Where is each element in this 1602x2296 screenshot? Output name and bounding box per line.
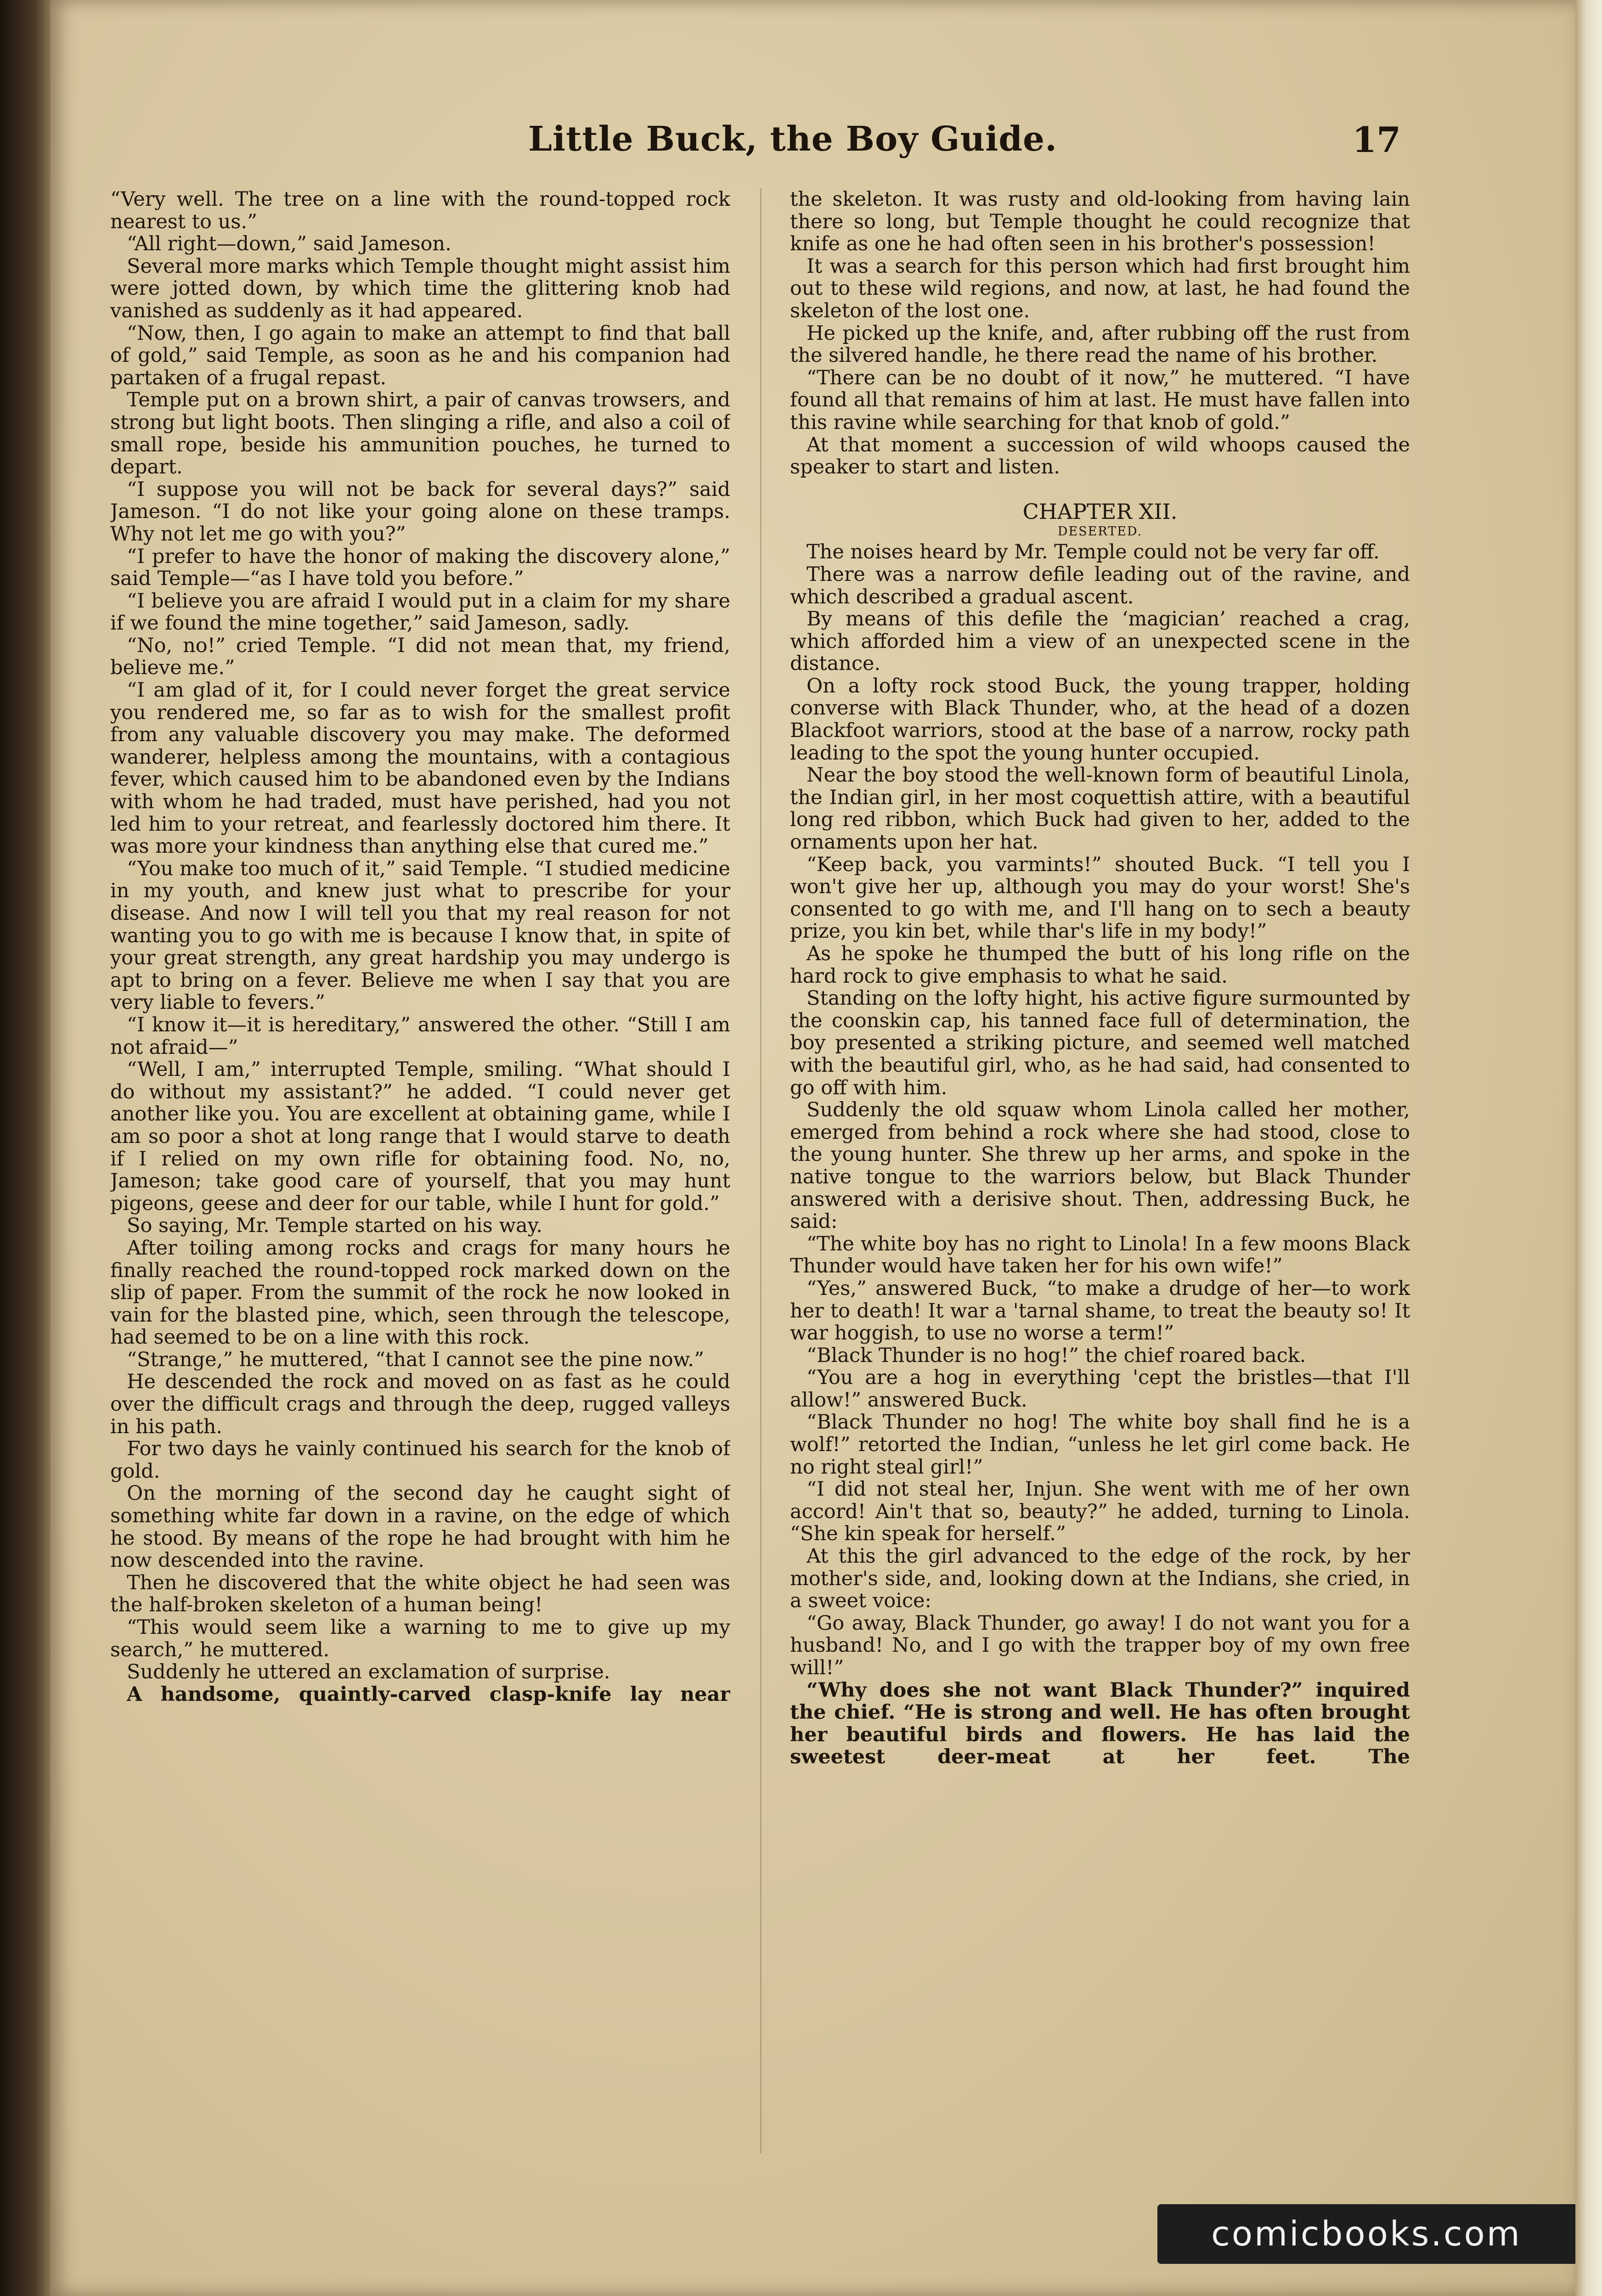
paragraph: “You are a hog in everything 'cept the bristles—that I'll allow!” answered Buck.: [790, 1366, 1410, 1412]
paragraph: “Now, then, I go again to make an attempt to find that ball of gold,” said Temple, as soon as he and his companion had partaken of a frugal repast.: [110, 321, 730, 389]
page-number: 17: [1352, 119, 1401, 160]
paragraph: The noises heard by Mr. Temple could not be very far off.: [807, 540, 1380, 564]
paragraph: On a lofty rock stood Buck, the young trapper, holding converse with Black Thunder, who, at the head of a dozen Blackfoot warriors, stood at the base of a narrow, rocky path leading to the spot the young hunter occupied.: [790, 674, 1410, 765]
paragraph: On the morning of the second day he caught sight of something white far down in a ravine, on the edge of which he stood. By means of the rope he had brought with him he now descended into the ravine.: [110, 1482, 730, 1572]
paragraph: “All right—down,” said Jameson.: [127, 232, 451, 256]
paragraph: “I am glad of it, for I could never forget the great service you rendered me, so far as to wish for the smallest profit from any valuable discovery you may make. The deformed wanderer, helpless among the mountains, with a contagious fever, which caused him to be abandoned even by the Indians with whom he had traded, must have perished, had you not led him to your retreat, and fearlessly doctored him there. It was more your kindness than anything else that cured me.”: [110, 679, 730, 858]
paragraph: “There can be no doubt of it now,” he muttered. “I have found all that remains of him at last. He must have fallen into this ravine while searching for that knob of gold.”: [790, 366, 1410, 434]
paragraph: It was a search for this person which had first brought him out to these wild regions, and now, at last, he had found the skeleton of the lost one.: [790, 254, 1410, 322]
paragraph: For two days he vainly continued his search for the knob of gold.: [110, 1437, 730, 1483]
right-column: [790, 188, 1410, 2154]
paragraph: As he spoke he thumped the butt of his long rifle on the hard rock to give emphasis to what he said.: [790, 942, 1410, 988]
paragraph: There was a narrow defile leading out of the ravine, and which described a gradual ascent.: [790, 563, 1410, 608]
left-column: [110, 188, 730, 2154]
chapter-heading: CHAPTER XII.: [1022, 499, 1178, 524]
paragraph: “Black Thunder is no hog!” the chief roared back.: [807, 1344, 1306, 1367]
paragraph: He descended the rock and moved on as fast as he could over the difficult crags and through the deep, rugged valleys in his path.: [110, 1370, 730, 1438]
paragraph: He picked up the knife, and, after rubbing off the rust from the silvered handle, he there read the name of his brother.: [790, 321, 1410, 367]
paragraph: Near the boy stood the well-known form of beautiful Linola, the Indian girl, in her most coquettish attire, with a beautiful long red ribbon, which Buck had given to her, added to the ornaments upon her hat.: [790, 764, 1410, 854]
paragraph: A handsome, quaintly-carved clasp-knife lay near: [127, 1683, 730, 1706]
paragraph: So saying, Mr. Temple started on his way.: [127, 1214, 543, 1238]
paragraph: Suddenly he uttered an exclamation of surprise.: [127, 1660, 610, 1684]
paragraph: By means of this defile the ‘magician’ reached a crag, which afforded him a view of an unexpected scene in the distance.: [790, 608, 1410, 675]
paragraph: At this the girl advanced to the edge of the rock, by her mother's side, and, looking down at the Indians, she cried, in a sweet voice:: [790, 1545, 1410, 1613]
paragraph: “Strange,” he muttered, “that I cannot see the pine now.”: [127, 1348, 704, 1371]
page-edge: [1575, 0, 1602, 2296]
paragraph: Suddenly the old squaw whom Linola called her mother, emerged from behind a rock where she had stood, close to the young hunter. She threw up her arms, and spoke in the native tongue to the warriors below, but Black Thunder answered with a derisive shout. Then, addressing Buck, he said:: [790, 1098, 1410, 1233]
paragraph: “I prefer to have the honor of making the discovery alone,” said Temple—“as I have told you before.”: [110, 545, 730, 591]
paragraph: “Black Thunder no hog! The white boy shall find he is a wolf!” retorted the Indian, “unless he let girl come back. He no right steal girl!”: [790, 1411, 1410, 1479]
paragraph: “Yes,” answered Buck, “to make a drudge of her—to work her to death! It war a 'tarnal shame, to treat the beauty so! It war hoggish, to use no worse a term!”: [790, 1277, 1410, 1345]
column-divider: [760, 188, 762, 2154]
watermark-logo: comicbooks.com: [1157, 2204, 1575, 2264]
paragraph: At that moment a succession of wild whoops caused the speaker to start and listen.: [790, 433, 1410, 479]
paragraph: Several more marks which Temple thought might assist him were jotted down, by which time the glittering knob had vanished as suddenly as it had appeared.: [110, 254, 730, 322]
paragraph: “Very well. The tree on a line with the round-topped rock nearest to us.”: [110, 188, 730, 233]
page-header: [459, 119, 1401, 174]
paragraph: the skeleton. It was rusty and old-looking from having lain there so long, but Temple thought he could recognize that knife as one he had often seen in his brother's possession!: [790, 188, 1410, 256]
paragraph: “This would seem like a warning to me to give up my search,” he muttered.: [110, 1616, 730, 1661]
paragraph: “I know it—it is hereditary,” answered the other. “Still I am not afraid—”: [110, 1013, 730, 1059]
chapter-subtitle: DESERTED.: [1057, 524, 1143, 539]
paragraph: “Why does she not want Black Thunder?” inquired the chief. “He is strong and well. He has often brought her beautiful birds and flowers. He has laid the sweetest deer-meat at her feet. The: [790, 1678, 1410, 1769]
paragraph: “You make too much of it,” said Temple. “I studied medicine in my youth, and knew just what to prescribe for your disease. And now I will tell you that my real reason for not wanting you to go with me is because I know that, in spite of your great strength, any great hardship you may undergo is apt to bring on a fever. Believe me when I say that you are very liable to fevers.”: [110, 857, 730, 1014]
paragraph: “Well, I am,” interrupted Temple, smiling. “What should I do without my assistant?” he added. “I could never get another like you. You are excellent at obtaining game, while I am so poor a shot at long range that I would starve to death if I relied on my own rifle for obtaining food. No, no, Jameson; take good care of yourself, that you may hunt pigeons, geese and deer for our table, while I hunt for gold.”: [110, 1058, 730, 1215]
paragraph: “I believe you are afraid I would put in a claim for my share if we found the mine together,” said Jameson, sadly.: [110, 589, 730, 635]
paragraph: Then he discovered that the white object he had seen was the half-broken skeleton of a human being!: [110, 1571, 730, 1617]
running-title: Little Buck, the Boy Guide.: [528, 119, 1057, 159]
paragraph: “I did not steal her, Injun. She went with me of her own accord! Ain't that so, beauty?” he added, turning to Linola. “She kin speak for herself.”: [790, 1478, 1410, 1546]
paragraph: After toiling among rocks and crags for many hours he finally reached the round-topped rock marked down on the slip of paper. From the summit of the rock he now looked in vain for the blasted pine, which, seen through the telescope, had seemed to be on a line with this rock.: [110, 1236, 730, 1349]
paragraph: “No, no!” cried Temple. “I did not mean that, my friend, believe me.”: [110, 634, 730, 680]
book-spine: [0, 0, 51, 2296]
paragraph: “Keep back, you varmints!” shouted Buck. “I tell you I won't give her up, although you may do your worst! She's consented to go with me, and I'll hang on to sech a beauty prize, you kin bet, while thar's life in my body!”: [790, 853, 1410, 943]
paragraph: “I suppose you will not be back for several days?” said Jameson. “I do not like your going alone on these tramps. Why not let me go with you?”: [110, 478, 730, 546]
paragraph: “The white boy has no right to Linola! In a few moons Black Thunder would have taken her for his own wife!”: [790, 1232, 1410, 1278]
paragraph: Standing on the lofty hight, his active figure surmounted by the coonskin cap, his tanned face full of determination, the boy presented a striking picture, and seemed well matched with the beautiful girl, who, as he had said, had consented to go off with him.: [790, 987, 1410, 1099]
paragraph: Temple put on a brown shirt, a pair of canvas trowsers, and strong but light boots. Then slinging a rifle, and also a coil of small rope, beside his ammunition pouches, he turned to depart.: [110, 388, 730, 479]
paragraph: “Go away, Black Thunder, go away! I do not want you for a husband! No, and I go with the trapper boy of my own free will!”: [790, 1611, 1410, 1679]
